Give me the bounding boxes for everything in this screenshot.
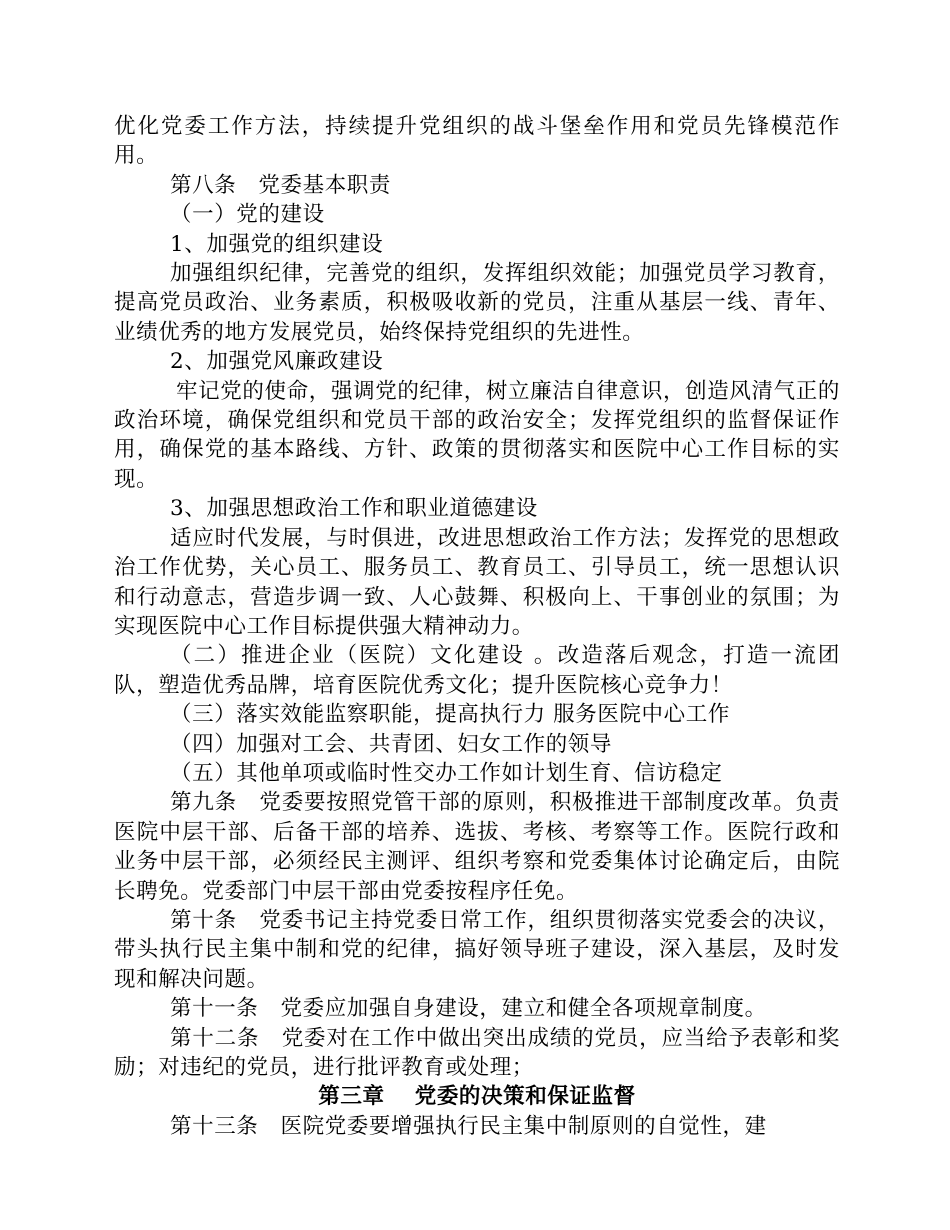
article-10-paragraph: 第十条 党委书记主持党委日常工作，组织贯彻落实党委会的决议，带头执行民主集中制和党的纪律，搞好领导班子建设，深入基层，及时发现和解决问题。 (114, 907, 840, 992)
chapter-3-title: 第三章 党委的决策和保证监督 (318, 1084, 636, 1110)
item-2-heading: 2、加强党风廉政建设 (170, 349, 384, 375)
document-body (114, 112, 840, 1141)
section-3-heading: （三）落实效能监察职能，提高执行力 服务医院中心工作 (170, 702, 730, 728)
section-1-heading: （一）党的建设 (170, 202, 325, 228)
article-12-paragraph: 第十二条 党委对在工作中做出突出成绩的党员，应当给予表彰和奖励；对违纪的党员，进行批评教育或处理； (114, 1025, 840, 1080)
item-1-heading: 1、加强党的组织建设 (170, 231, 384, 257)
section-4-heading: （四）加强对工会、共青团、妇女工作的领导 (170, 731, 613, 757)
article-11-paragraph: 第十一条 党委应加强自身建设，建立和健全各项规章制度。 (170, 996, 767, 1022)
section-2-paragraph: （二）推进企业（医院）文化建设 。改造落后观念，打造一流团队，塑造优秀品牌，培育医院优秀文化；提升医院核心竞争力！ (114, 643, 840, 698)
article-13-paragraph: 第十三条 医院党委要增强执行民主集中制原则的自觉性，建 (170, 1113, 767, 1139)
item-1-body: 加强组织纪律，完善党的组织，发挥组织效能；加强党员学习教育，提高党员政治、业务素质，积极吸收新的党员，注重从基层一线、青年、业绩优秀的地方发展党员，始终保持党组织的先进性。 (114, 261, 840, 345)
item-3-body: 适应时代发展，与时俱进，改进思想政治工作方法；发挥党的思想政治工作优势，关心员工、服务员工、教育员工、引导员工，统一思想认识和行动意志，营造步调一致、人心鼓舞、积极向上、干事创业的氛围；为实现医院中心工作目标提供强大精神动力。 (114, 525, 840, 639)
paragraph-continuation: 优化党委工作方法，持续提升党组织的战斗堡垒作用和党员先锋模范作用。 (114, 114, 840, 169)
item-2-body: 牢记党的使命，强调党的纪律，树立廉洁自律意识，创造风清气正的政治环境，确保党组织和党员干部的政治安全；发挥党组织的监督保证作用，确保党的基本路线、方针、政策的贯彻落实和医院中心工作目标的实现。 (114, 378, 840, 492)
article-8-heading: 第八条 党委基本职责 (170, 172, 392, 198)
section-5-heading: （五）其他单项或临时性交办工作如计划生育、信访稳定 (170, 760, 723, 786)
item-3-heading: 3、加强思想政治工作和职业道德建设 (170, 496, 538, 522)
article-9-paragraph: 第九条 党委要按照党管干部的原则，积极推进干部制度改革。负责医院中层干部、后备干部的培养、选拔、考核、考察等工作。医院行政和业务中层干部，必须经民主测评、组织考察和党委集体讨论确定后，由院长聘免。党委部门中层干部由党委按程序任免。 (114, 790, 840, 904)
